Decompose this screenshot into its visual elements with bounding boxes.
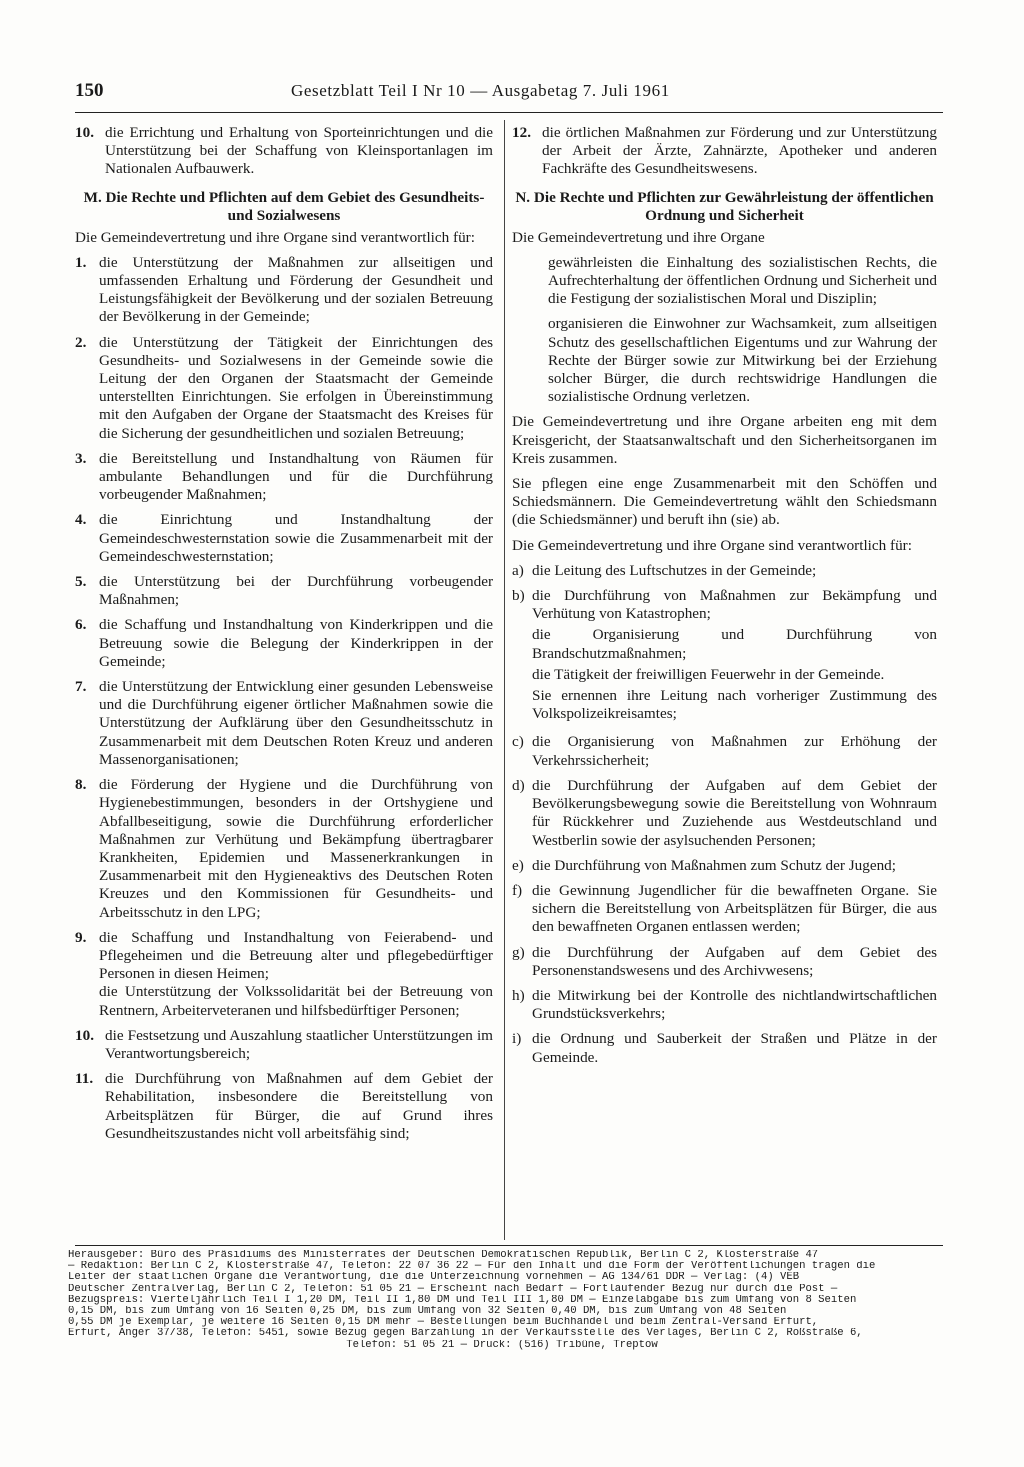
- section-heading-n: N. Die Rechte und Pflichten zur Gewährleistung der öffentlichen Ordnung und Sicherheit: [515, 188, 934, 224]
- item-letter: i): [512, 1030, 522, 1048]
- footer-line: Herausgeber: Büro des Präsidiums des Ministerrates der Deutschen Demokratischen Republik, Berlin C 2, Klosterstraße 47: [68, 1250, 819, 1261]
- list-item: [512, 944, 937, 980]
- item-number: 3.: [75, 449, 87, 467]
- list-item: [75, 124, 493, 179]
- paragraph: Sie pflegen eine enge Zusammenarbeit mit den Schöffen und Schiedsmännern. Die Gemeindevertretung wählt den Schiedsmann (die Schiedsmänner) und beruft ihn (sie) ab.: [512, 475, 937, 529]
- item-text: die Unterstützung der Tätigkeit der Einrichtungen des Gesundheits- und Sozialwesens in der Gemeinde sowie die Leitung der den Organen der Staatsmacht der Gemeinde unterstellten Einrichtungen. Sie erfolgen in Übereinstimmung mit den Aufgaben der Organe der Staatsmacht des Kreises für die Sicherung der gesundheitlichen und sozialen Betreuung;: [99, 333, 493, 442]
- footer-line: Bezugspreis: Vierteljährlich Teil I 1,20 DM, Teil II 1,80 DM und Teil III 1,80 DM — Einzelabgabe bis zum Umfang von 8 Seiten: [68, 1294, 857, 1306]
- item-number: 12.: [512, 124, 531, 141]
- list-item: [512, 562, 937, 580]
- footer-line: Telefon: 51 05 21 — Druck: (516) Tribüne, Treptow: [346, 1339, 658, 1351]
- list-item: [512, 1030, 937, 1066]
- item-text: die Schaffung und Instandhaltung von Feierabend- und Pflegeheimen und die Betreuung alter und pflegebedürftiger Personen in diesen Heimen;: [99, 928, 493, 983]
- paragraph: gewährleisten die Einhaltung des sozialistischen Rechts, die Aufrechterhaltung der öffentlichen Ordnung und Sicherheit und die Festigung der sozialistischen Moral und Disziplin;: [548, 253, 937, 308]
- list-item: [512, 987, 937, 1023]
- item-letter: h): [512, 986, 525, 1004]
- item-number: 6.: [75, 616, 87, 634]
- item-text: die Unterstützung bei der Durchführung vorbeugender Maßnahmen;: [99, 573, 493, 609]
- item-letter: c): [512, 733, 524, 751]
- footer-line: 0,15 DM, bis zum Umfang von 16 Seiten 0,25 DM, bis zum Umfang von 32 Seiten 0,40 DM, bis zum Umfang von 48 Seiten: [68, 1306, 787, 1318]
- left-column: [75, 124, 493, 1150]
- item-text: die Organisierung von Maßnahmen zur Erhöhung der Verkehrssicherheit;: [532, 733, 937, 769]
- item-text: die Einrichtung und Instandhaltung der Gemeindeschwesternstation sowie die Zusammenarbeit mit der Gemeindeschwesternstation;: [99, 511, 493, 565]
- item-number: 4.: [75, 511, 87, 529]
- list-item: [75, 776, 493, 922]
- item-sub-text: die Organisierung und Durchführung von Brandschutzmaßnahmen;: [532, 626, 937, 662]
- list-item: [512, 857, 937, 875]
- imprint-footer: [68, 1250, 936, 1351]
- item-letter: a): [512, 561, 524, 579]
- item-number: 9.: [75, 928, 87, 946]
- list-item: [75, 254, 493, 327]
- item-text: die Durchführung von Maßnahmen zur Bekämpfung und Verhütung von Katastrophen;: [532, 587, 937, 623]
- item-text: die Durchführung der Aufgaben auf dem Gebiet der Bevölkerungsbewegung sowie die Bereitstellung von Wohnraum für Rückkehrer und Zuziehende aus Westdeutschland und Westberlin sowie der asylsuchenden Personen;: [532, 776, 937, 849]
- item-text: die Errichtung und Erhaltung von Sporteinrichtungen und die Unterstützung bei der Schaffung von Kleinsportanlagen im Nationalen Aufbauwerk.: [105, 124, 493, 178]
- right-column: [512, 124, 937, 1074]
- item-sub-text: Sie ernennen ihre Leitung nach vorheriger Zustimmung des Volkspolizeikreisamtes;: [532, 687, 937, 723]
- footer-line: Leiter der staatlichen Organe die Verantwortung, die die Unterzeichnung vornehmen — AG 134/61 DDR — Verlag: (4) VEB: [68, 1272, 800, 1284]
- item-text: die Durchführung der Aufgaben auf dem Gebiet des Personenstandswesens und des Archivwesens;: [532, 943, 937, 979]
- list-item: [512, 587, 937, 726]
- section-intro: Die Gemeindevertretung und ihre Organe: [512, 228, 765, 246]
- footer-rule: [75, 1245, 943, 1246]
- list-item: [75, 334, 493, 443]
- section-heading-m: M. Die Rechte und Pflichten auf dem Gebiet des Gesundheits- und Sozialwesens: [83, 188, 485, 224]
- item-text: die örtlichen Maßnahmen zur Förderung und zur Unterstützung der Arbeit der Ärzte, Zahnärzte, Apotheker und anderen Fachkräfte des Gesundheitswesens.: [542, 124, 937, 178]
- item-text: die Ordnung und Sauberkeit der Straßen und Plätze in der Gemeinde.: [532, 1030, 937, 1066]
- list-item: [75, 573, 493, 609]
- item-sub-text: die Tätigkeit der freiwilligen Feuerwehr in der Gemeinde.: [532, 665, 885, 683]
- list-item: [75, 616, 493, 671]
- paragraph: organisieren die Einwohner zur Wachsamkeit, zum allseitigen Schutz des gesellschaftlichen Eigentums und zur Wahrung der Rechte der Bürger sowie zur Mitwirkung bei der Erziehung solcher Bürger, die durch rechtswidrige Handlungen die sozialistische Ordnung verletzen.: [548, 315, 937, 406]
- header-title: Gesetzblatt Teil I Nr 10 — Ausgabetag 7. Juli 1961: [291, 81, 670, 100]
- item-number: 5.: [75, 573, 87, 591]
- item-number: 2.: [75, 333, 87, 351]
- item-text: die Mitwirkung bei der Kontrolle des nichtlandwirtschaftlichen Grundstücksverkehrs;: [532, 986, 937, 1023]
- item-letter: f): [512, 881, 523, 899]
- item-text: die Durchführung von Maßnahmen zum Schutz der Jugend;: [532, 856, 896, 874]
- list-item: [75, 511, 493, 566]
- list-item: [512, 882, 937, 937]
- column-divider: [504, 120, 505, 1240]
- section-intro: Die Gemeindevertretung und ihre Organe sind verantwortlich für:: [75, 228, 475, 246]
- list-item: [75, 678, 493, 769]
- list-item: [512, 124, 937, 179]
- item-letter: g): [512, 943, 525, 961]
- item-extra-text: die Unterstützung der Volkssolidarität bei der Betreuung von Rentnern, Arbeiterveteranen und hilfsbedürftiger Personen;: [99, 983, 493, 1019]
- item-text: die Bereitstellung und Instandhaltung von Räumen für ambulante Behandlungen und für die Durchführung vorbeugender Maßnahmen;: [99, 449, 493, 504]
- footer-line: Deutscher Zentralverlag, Berlin C 2, Telefon: 51 05 21 — Erscheint nach Bedarf — Fortlaufender Bezug nur durch die Post —: [68, 1283, 838, 1295]
- item-number: 1.: [75, 253, 87, 271]
- page-number: 150: [75, 80, 104, 101]
- item-letter: e): [512, 856, 524, 874]
- page-header: [75, 80, 945, 106]
- item-body: [532, 587, 937, 726]
- list-item: [75, 450, 493, 505]
- list-item: [512, 733, 937, 769]
- footer-line: — Redaktion: Berlin C 2, Klosterstraße 47, Telefon: 22 07 36 22 — Für den Inhalt und die Form der Veröffentlichungen tragen die: [68, 1261, 876, 1273]
- item-text: die Unterstützung der Entwicklung einer gesunden Lebensweise und die Durchführung eigener örtlicher Maßnahmen sowie die Unterstützung der Aufklärung über den Gesundheitsschutz in Zusammenarbeit mit dem Deutschen Roten Kreuz und anderen Massenorganisationen;: [99, 678, 493, 768]
- item-letter: d): [512, 776, 525, 794]
- item-number: 11.: [75, 1070, 94, 1088]
- item-text: die Unterstützung der Maßnahmen zur allseitigen und umfassenden Erhaltung und Förderung der Gesundheit und Leistungsfähigkeit der Bevölkerung und der sozialen Betreuung der Bevölkerung in der Gemeinde;: [99, 253, 493, 326]
- paragraph: Die Gemeindevertretung und ihre Organe arbeiten eng mit dem Kreisgericht, der Staatsanwaltschaft und den Sicherheitsorganen im Kreis zusammen.: [512, 413, 937, 467]
- paragraph: Die Gemeindevertretung und ihre Organe sind verantwortlich für:: [512, 536, 912, 554]
- item-number: 10.: [75, 124, 94, 141]
- item-text: die Festsetzung und Auszahlung staatlicher Unterstützungen im Verantwortungsbereich;: [105, 1026, 493, 1062]
- list-item: [75, 1027, 493, 1063]
- footer-line: Erfurt, Anger 37/38, Telefon: 5451, sowie Bezug gegen Barzahlung in der Verkaufsstelle des Verlages, Berlin C 2, Roßstraße 6,: [68, 1328, 863, 1340]
- list-item: [75, 929, 493, 1020]
- item-text: die Durchführung von Maßnahmen auf dem Gebiet der Rehabilitation, insbesondere die Bereitstellung von Arbeitsplätzen für Bürger, die auf Grund ihres Gesundheitszustandes nicht voll arbeitsfähig sind;: [105, 1070, 493, 1142]
- item-text: die Förderung der Hygiene und die Durchführung von Hygienebestimmungen, besonders in der Ortshygiene und Abfallbeseitigung, sowie die Durchführung erforderlicher Maßnahmen zur Verhütung und Bekämpfung übertragbarer Krankheiten, Epidemien und Massenerkrankungen in Zusammenarbeit mit den Hygieneaktivs des Deutschen Roten Kreuzes und den Kommissionen für Gesundheits- und Arbeitsschutz in den LPG;: [99, 776, 493, 921]
- item-number: 10.: [75, 1026, 94, 1044]
- footer-line: 0,55 DM je Exemplar, je weitere 16 Seiten 0,15 DM mehr — Bestellungen beim Buchhandel und beim Zentral-Versand Erfurt,: [68, 1317, 819, 1329]
- header-rule: [75, 112, 943, 113]
- item-text: die Leitung des Luftschutzes in der Gemeinde;: [532, 561, 817, 579]
- list-item: [75, 1070, 493, 1143]
- item-body: [99, 929, 493, 1020]
- list-item: [512, 777, 937, 850]
- item-number: 7.: [75, 678, 87, 696]
- item-letter: b): [512, 587, 525, 605]
- item-text: die Gewinnung Jugendlicher für die bewaffneten Organe. Sie sichern die Bereitstellung von Arbeitsplätzen für Bürger, die aus den bewaffneten Organen entlassen werden;: [532, 881, 937, 936]
- item-text: die Schaffung und Instandhaltung von Kinderkrippen und die Betreuung sowie die Belegung der Kinderkrippen in der Gemeinde;: [99, 616, 493, 670]
- item-number: 8.: [75, 776, 87, 794]
